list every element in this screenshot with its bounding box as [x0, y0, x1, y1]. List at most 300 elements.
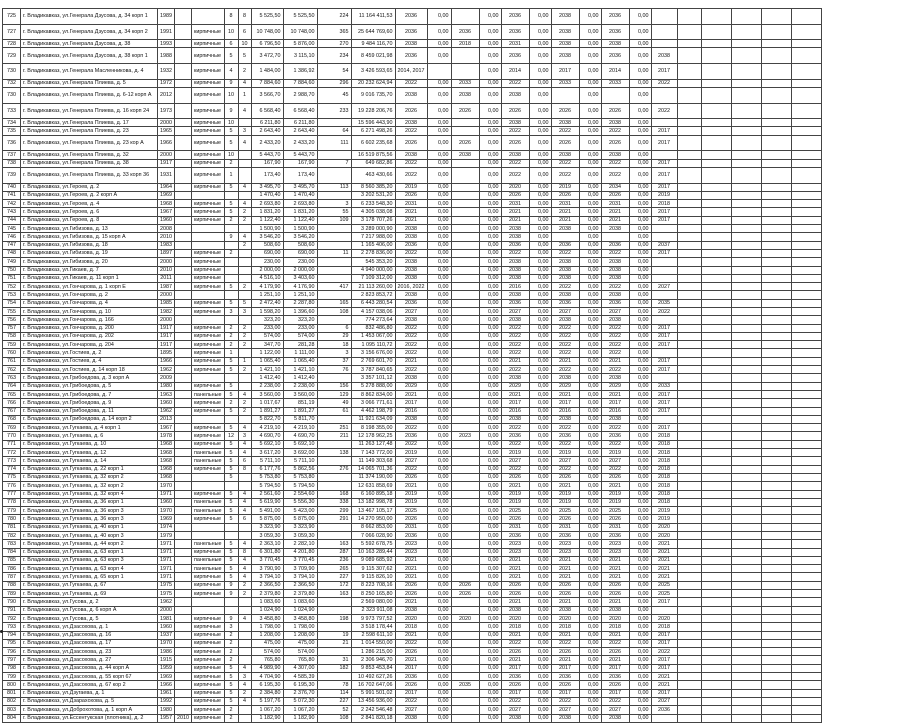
- blank-cell: [731, 407, 761, 415]
- plan-year-cell: 2017: [601, 664, 629, 672]
- plan-year-cell: 2018: [651, 457, 677, 465]
- plan-year-cell: 2022: [501, 440, 529, 448]
- plan-year-cell: 2022: [601, 324, 629, 332]
- plan-year-cell: 2034: [601, 183, 629, 191]
- plan-year-cell: 2029: [395, 382, 427, 390]
- blank-cell: [677, 639, 701, 647]
- table-row: [3, 274, 822, 282]
- address-cell: г. Владикавказ, ул.Гончарова, д. 4: [21, 299, 158, 307]
- blank-cell: [731, 87, 761, 103]
- table-row: [3, 490, 822, 498]
- wall-material-cell: кирпичные: [192, 614, 225, 622]
- address-cell: г. Владикавказ, ул.Генерала Плиева, д. 5: [21, 79, 158, 87]
- plan-year-cell: 2021: [601, 631, 629, 639]
- blank-cell: [731, 307, 761, 315]
- plan-year-cell: 2021: [551, 216, 579, 224]
- blank-cell: [701, 706, 731, 714]
- blank-cell: [731, 291, 761, 299]
- blank-cell: [701, 374, 731, 382]
- residential-area-cell: 1 386,92: [283, 64, 317, 80]
- plan-year-cell: [451, 598, 479, 606]
- total-area-cell: 5 711,10: [251, 457, 283, 465]
- row-number: 760: [3, 349, 21, 357]
- plan-year-cell: [551, 87, 579, 103]
- blank-cell: [677, 507, 701, 515]
- value-cell: 0,00: [529, 664, 551, 672]
- row-number: 730: [3, 87, 21, 103]
- value-cell: 0,00: [579, 590, 601, 598]
- wall-material-cell: кирпичные: [192, 706, 225, 714]
- plan-year-cell: 2022: [601, 697, 629, 705]
- year-reconstructed-cell: 2010: [175, 714, 192, 722]
- value-cell: 0,00: [479, 283, 501, 291]
- row-number: 803: [3, 706, 21, 714]
- blank-cell: [761, 151, 791, 159]
- blank-cell: [701, 167, 731, 183]
- table-row: [3, 233, 822, 241]
- plan-year-cell: 2026: [451, 590, 479, 598]
- estimated-cost-cell: 11 921 634,09: [351, 415, 395, 423]
- value-cell: 0,00: [529, 465, 551, 473]
- value-cell: 0,00: [579, 87, 601, 103]
- table-row: [3, 366, 822, 374]
- value-cell: 0,00: [629, 382, 651, 390]
- entrances-cell: 2: [238, 366, 251, 374]
- plan-year-cell: 2036: [551, 673, 579, 681]
- floors-cell: 2: [224, 714, 238, 722]
- plan-year-cell: 2038: [551, 606, 579, 614]
- blank-cell: [761, 548, 791, 556]
- plan-year-cell: [451, 515, 479, 523]
- blank-cell: [761, 399, 791, 407]
- plan-year-cell: 2022: [651, 307, 677, 315]
- plan-year-cell: 2022: [601, 440, 629, 448]
- plan-year-cell: [651, 258, 677, 266]
- floors-cell: 3: [224, 307, 238, 315]
- total-area-cell: 2 000,00: [251, 266, 283, 274]
- address-cell: г. Владикавказ, ул.Грибоедова, д. 14 корп 2: [21, 415, 158, 423]
- plan-year-cell: [451, 291, 479, 299]
- wall-material-cell: [192, 233, 225, 241]
- year-reconstructed-cell: [175, 681, 192, 689]
- value-cell: 0,00: [427, 482, 451, 490]
- plan-year-cell: 2038: [395, 266, 427, 274]
- plan-year-cell: [451, 664, 479, 672]
- plan-year-cell: 2017: [501, 689, 529, 697]
- value-cell: 0,00: [579, 283, 601, 291]
- value-cell: 0,00: [479, 523, 501, 531]
- blank-cell: [701, 24, 731, 40]
- plan-year-cell: 2038: [601, 274, 629, 282]
- floors-cell: 5: [224, 366, 238, 374]
- blank-cell: [761, 119, 791, 127]
- value-cell: 0,00: [529, 274, 551, 282]
- row-number: 796: [3, 648, 21, 656]
- total-area-cell: 323,20: [251, 316, 283, 324]
- blank-cell: [701, 681, 731, 689]
- table-row: [3, 316, 822, 324]
- plan-year-cell: [451, 556, 479, 564]
- blank-cell: [791, 490, 821, 498]
- wall-material-cell: кирпичные: [192, 283, 225, 291]
- address-cell: г. Владикавказ, ул.Доброхотова, д. 1 корп А: [21, 706, 158, 714]
- residential-area-cell: 5 875,00: [283, 515, 317, 523]
- blank-cell: [761, 241, 791, 249]
- floors-cell: 9: [224, 614, 238, 622]
- value-cell: 0,00: [529, 64, 551, 80]
- plan-year-cell: 2029: [551, 382, 579, 390]
- year-reconstructed-cell: [175, 24, 192, 40]
- plan-year-cell: 2020: [501, 614, 529, 622]
- table-row: [3, 183, 822, 191]
- year-built-cell: 1962: [158, 407, 175, 415]
- residential-area-cell: 3 709,90: [283, 565, 317, 573]
- entrances-cell: 4: [238, 440, 251, 448]
- blank-cell: [701, 606, 731, 614]
- year-built-cell: 1970: [158, 507, 175, 515]
- plan-year-cell: [651, 9, 677, 25]
- wall-material-cell: [192, 191, 225, 199]
- year-built-cell: 1960: [158, 399, 175, 407]
- entrances-cell: [238, 606, 251, 614]
- residential-area-cell: 2 643,40: [283, 127, 317, 135]
- plan-year-cell: 2022: [601, 283, 629, 291]
- plan-year-cell: 2021: [501, 565, 529, 573]
- residential-area-cell: 2 554,60: [283, 490, 317, 498]
- blank-cell: [761, 482, 791, 490]
- blank-cell: [701, 399, 731, 407]
- blank-cell: [701, 291, 731, 299]
- address-cell: г. Владикавказ, ул.Гончарова, д. 2: [21, 291, 158, 299]
- blank-cell: [677, 341, 701, 349]
- value-cell: 0,00: [529, 449, 551, 457]
- blank-cell: [761, 515, 791, 523]
- value-cell: 0,00: [629, 432, 651, 440]
- plan-year-cell: 2036: [395, 299, 427, 307]
- year-built-cell: 1970: [158, 639, 175, 647]
- plan-year-cell: [451, 623, 479, 631]
- value-cell: 0,00: [579, 274, 601, 282]
- table-row: [3, 639, 822, 647]
- residents-cell: 270: [317, 40, 351, 48]
- entrances-cell: [238, 258, 251, 266]
- residents-cell: 113: [317, 183, 351, 191]
- value-cell: 0,00: [427, 407, 451, 415]
- residential-area-cell: 690,00: [283, 249, 317, 257]
- address-cell: г. Владикавказ, ул.Гугкаева, д. 36 корп 3: [21, 507, 158, 515]
- plan-year-cell: [451, 183, 479, 191]
- year-reconstructed-cell: [175, 697, 192, 705]
- blank-cell: [701, 390, 731, 398]
- value-cell: 0,00: [529, 258, 551, 266]
- value-cell: 0,00: [529, 103, 551, 119]
- year-reconstructed-cell: [175, 573, 192, 581]
- blank-cell: [677, 581, 701, 589]
- residents-cell: [317, 482, 351, 490]
- floors-cell: 2: [224, 656, 238, 664]
- plan-year-cell: 2038: [551, 266, 579, 274]
- year-built-cell: 1966: [158, 357, 175, 365]
- plan-year-cell: [451, 482, 479, 490]
- floors-cell: 4: [224, 64, 238, 80]
- value-cell: 0,00: [579, 64, 601, 80]
- plan-year-cell: 2017: [651, 332, 677, 340]
- total-area-cell: 3 323,90: [251, 523, 283, 531]
- table-row: [3, 48, 822, 64]
- value-cell: 0,00: [479, 324, 501, 332]
- blank-cell: [761, 656, 791, 664]
- blank-cell: [677, 225, 701, 233]
- blank-cell: [731, 432, 761, 440]
- value-cell: 0,00: [427, 623, 451, 631]
- total-area-cell: 765,80: [251, 656, 283, 664]
- plan-year-cell: 2019: [501, 490, 529, 498]
- value-cell: 0,00: [479, 465, 501, 473]
- value-cell: 0,00: [629, 407, 651, 415]
- value-cell: 0,00: [479, 598, 501, 606]
- entrances-cell: 3: [238, 127, 251, 135]
- plan-year-cell: [451, 706, 479, 714]
- plan-year-cell: 2038: [501, 291, 529, 299]
- value-cell: 0,00: [427, 598, 451, 606]
- blank-cell: [701, 258, 731, 266]
- blank-cell: [761, 623, 791, 631]
- blank-cell: [761, 706, 791, 714]
- floors-cell: 5: [224, 673, 238, 681]
- address-cell: г. Владикавказ, ул.Генерала Плиева, д. 33 корп 36: [21, 167, 158, 183]
- table-row: [3, 299, 822, 307]
- row-number: 797: [3, 656, 21, 664]
- blank-cell: [791, 465, 821, 473]
- estimated-cost-cell: 19 228 206,76: [351, 103, 395, 119]
- floors-cell: 2: [224, 159, 238, 167]
- blank-cell: [761, 357, 791, 365]
- plan-year-cell: 2022: [551, 324, 579, 332]
- plan-year-cell: 2036: [551, 432, 579, 440]
- plan-year-cell: 2016: [501, 407, 529, 415]
- estimated-cost-cell: 2 569 080,00: [351, 598, 395, 606]
- blank-cell: [761, 565, 791, 573]
- plan-year-cell: 2027: [395, 457, 427, 465]
- value-cell: 0,00: [579, 374, 601, 382]
- blank-cell: [791, 598, 821, 606]
- value-cell: 0,00: [629, 623, 651, 631]
- wall-material-cell: кирпичные: [192, 623, 225, 631]
- plan-year-cell: [451, 399, 479, 407]
- residential-area-cell: 1 831,20: [283, 208, 317, 216]
- floors-cell: 2: [224, 631, 238, 639]
- value-cell: 0,00: [479, 581, 501, 589]
- plan-year-cell: [451, 283, 479, 291]
- plan-year-cell: 2017: [651, 64, 677, 80]
- address-cell: г. Владикавказ, ул.Гугкаева, д. 65 корп 1: [21, 573, 158, 581]
- year-built-cell: 1989: [158, 9, 175, 25]
- table-row: [3, 119, 822, 127]
- blank-cell: [761, 382, 791, 390]
- wall-material-cell: кирпичные: [192, 432, 225, 440]
- row-number: 789: [3, 590, 21, 598]
- blank-cell: [791, 87, 821, 103]
- plan-year-cell: [451, 366, 479, 374]
- value-cell: 0,00: [579, 424, 601, 432]
- residents-cell: [317, 266, 351, 274]
- row-number: 744: [3, 216, 21, 224]
- estimated-cost-cell: 1 165 406,00: [351, 241, 395, 249]
- plan-year-cell: [451, 540, 479, 548]
- value-cell: 0,00: [579, 299, 601, 307]
- entrances-cell: 2: [238, 341, 251, 349]
- estimated-cost-cell: 21 113 260,00: [351, 283, 395, 291]
- year-built-cell: 1975: [158, 590, 175, 598]
- year-built-cell: 1966: [158, 135, 175, 151]
- plan-year-cell: 2021: [551, 598, 579, 606]
- value-cell: 0,00: [579, 241, 601, 249]
- value-cell: 0,00: [479, 498, 501, 506]
- value-cell: 0,00: [427, 631, 451, 639]
- table-row: [3, 79, 822, 87]
- year-built-cell: 1971: [158, 565, 175, 573]
- blank-cell: [731, 490, 761, 498]
- total-area-cell: 6 301,80: [251, 548, 283, 556]
- floors-cell: 1: [224, 349, 238, 357]
- plan-year-cell: 2016, 2022: [395, 283, 427, 291]
- plan-year-cell: 2025: [501, 507, 529, 515]
- blank-cell: [791, 457, 821, 465]
- blank-cell: [677, 664, 701, 672]
- table-row: [3, 664, 822, 672]
- plan-year-cell: 2022: [651, 648, 677, 656]
- plan-year-cell: 2031: [601, 523, 629, 531]
- blank-cell: [791, 432, 821, 440]
- value-cell: 0,00: [479, 689, 501, 697]
- plan-year-cell: 2019: [395, 449, 427, 457]
- value-cell: 0,00: [629, 565, 651, 573]
- plan-year-cell: 2017: [501, 664, 529, 672]
- value-cell: 0,00: [529, 532, 551, 540]
- blank-cell: [677, 407, 701, 415]
- residential-area-cell: 1 251,10: [283, 291, 317, 299]
- blank-cell: [791, 48, 821, 64]
- year-reconstructed-cell: [175, 556, 192, 564]
- plan-year-cell: 2038: [551, 316, 579, 324]
- plan-year-cell: 2022: [501, 465, 529, 473]
- wall-material-cell: кирпичные: [192, 548, 225, 556]
- residents-cell: 45: [317, 87, 351, 103]
- plan-year-cell: 2022: [501, 639, 529, 647]
- blank-cell: [731, 216, 761, 224]
- value-cell: 0,00: [579, 631, 601, 639]
- blank-cell: [791, 249, 821, 257]
- value-cell: 0,00: [427, 103, 451, 119]
- total-area-cell: 3 617,20: [251, 449, 283, 457]
- blank-cell: [701, 407, 731, 415]
- value-cell: 0,00: [629, 697, 651, 705]
- floors-cell: [224, 532, 238, 540]
- plan-year-cell: [451, 415, 479, 423]
- value-cell: 0,00: [579, 399, 601, 407]
- residents-cell: 29: [317, 332, 351, 340]
- plan-year-cell: 2022: [651, 79, 677, 87]
- blank-cell: [761, 507, 791, 515]
- plan-year-cell: 2038: [395, 40, 427, 48]
- year-reconstructed-cell: [175, 490, 192, 498]
- value-cell: 0,00: [579, 440, 601, 448]
- year-built-cell: 1968: [158, 200, 175, 208]
- plan-year-cell: 2026: [395, 103, 427, 119]
- value-cell: 0,00: [629, 316, 651, 324]
- value-cell: 0,00: [479, 159, 501, 167]
- floors-cell: 5: [224, 283, 238, 291]
- value-cell: 0,00: [579, 349, 601, 357]
- year-built-cell: 1968: [158, 449, 175, 457]
- blank-cell: [731, 79, 761, 87]
- blank-cell: [761, 332, 791, 340]
- floors-cell: 12: [224, 432, 238, 440]
- blank-cell: [761, 87, 791, 103]
- year-reconstructed-cell: [175, 283, 192, 291]
- value-cell: 0,00: [629, 498, 651, 506]
- total-area-cell: 3 794,10: [251, 573, 283, 581]
- value-cell: 0,00: [529, 79, 551, 87]
- floors-cell: 2: [224, 216, 238, 224]
- plan-year-cell: [451, 299, 479, 307]
- plan-year-cell: 2036: [501, 432, 529, 440]
- plan-year-cell: [651, 415, 677, 423]
- blank-cell: [761, 697, 791, 705]
- plan-year-cell: 2038: [501, 119, 529, 127]
- blank-cell: [677, 498, 701, 506]
- residential-area-cell: 1 412,40: [283, 374, 317, 382]
- plan-year-cell: 2031: [501, 200, 529, 208]
- value-cell: 0,00: [629, 274, 651, 282]
- wall-material-cell: кирпичные: [192, 332, 225, 340]
- value-cell: 0,00: [427, 291, 451, 299]
- floors-cell: [224, 598, 238, 606]
- floors-cell: 2: [224, 399, 238, 407]
- plan-year-cell: 2018: [651, 498, 677, 506]
- blank-cell: [731, 415, 761, 423]
- estimated-cost-cell: 6 443 280,54: [351, 299, 395, 307]
- table-row: [3, 40, 822, 48]
- value-cell: 0,00: [427, 590, 451, 598]
- blank-cell: [701, 664, 731, 672]
- residential-area-cell: 3 794,10: [283, 573, 317, 581]
- plan-year-cell: 2023: [501, 548, 529, 556]
- value-cell: 0,00: [529, 631, 551, 639]
- residents-cell: 198: [317, 614, 351, 622]
- value-cell: 0,00: [629, 241, 651, 249]
- table-row: [3, 390, 822, 398]
- plan-year-cell: 2022: [601, 167, 629, 183]
- row-number: 737: [3, 151, 21, 159]
- plan-year-cell: 2022: [395, 167, 427, 183]
- value-cell: 0,00: [479, 135, 501, 151]
- plan-year-cell: 2022: [395, 349, 427, 357]
- plan-year-cell: 2038: [395, 316, 427, 324]
- year-reconstructed-cell: [175, 366, 192, 374]
- plan-year-cell: 2038: [501, 316, 529, 324]
- estimated-cost-cell: 3 178 707,26: [351, 216, 395, 224]
- plan-year-cell: 2027: [551, 457, 579, 465]
- blank-cell: [761, 307, 791, 315]
- blank-cell: [731, 440, 761, 448]
- plan-year-cell: [451, 241, 479, 249]
- floors-cell: 5: [224, 407, 238, 415]
- floors-cell: 5: [224, 440, 238, 448]
- value-cell: 0,00: [529, 332, 551, 340]
- value-cell: 0,00: [579, 200, 601, 208]
- value-cell: 0,00: [479, 532, 501, 540]
